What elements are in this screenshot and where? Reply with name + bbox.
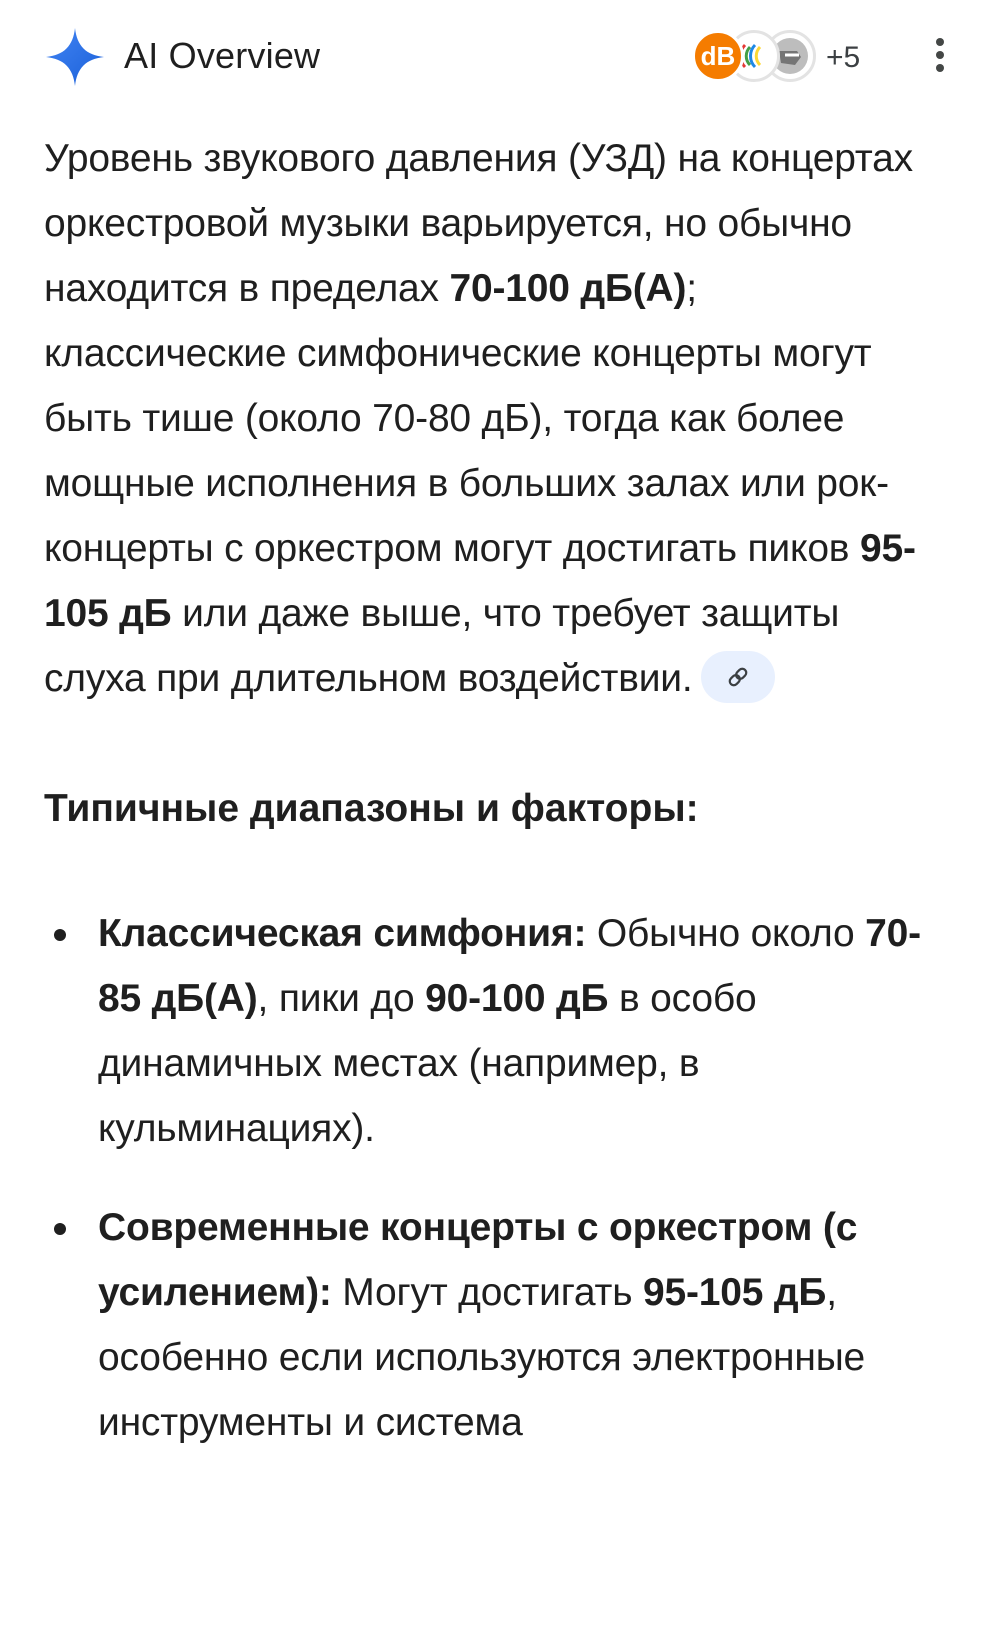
list-item-text: Современные концерты с оркестром (с усилением): Могут достигать 95-105 дБ, особенно если используются электронные инструменты и система [98, 1206, 866, 1444]
gemini-sparkle-icon [44, 26, 106, 88]
intro-paragraph: Уровень звукового давления (УЗД) на концертах оркестровой музыки варьируется, но обычно находится в пределах 70-100 дБ(А); классические симфонические концерты могут быть тише (около 70-80 дБ), тогда как более мощные исполнения в больших залах или рок-концерты с оркестром могут достигать пиков 95-105 дБ или даже выше, что требует защиты слуха при длительном воздействии. [44, 126, 944, 711]
ai-overview-title: AI Overview [124, 35, 321, 76]
more-sources-count[interactable]: +5 [826, 41, 861, 74]
bullet-icon [54, 929, 66, 941]
link-icon[interactable] [701, 651, 775, 703]
more-vert-icon[interactable] [928, 38, 952, 78]
list-item [44, 1195, 944, 1455]
overview-content [44, 126, 944, 1489]
section-heading: Типичные диапазоны и факторы: [44, 787, 699, 830]
source-avatars[interactable] [692, 30, 892, 86]
bullet-icon [54, 1223, 66, 1235]
db-site-icon[interactable]: dB [692, 30, 744, 82]
list-item-text: Классическая симфония: Обычно около 70-85 дБ(А), пики до 90-100 дБ в особо динамичных местах (например, в кульминациях). [98, 912, 921, 1150]
ai-overview-header [0, 0, 1008, 116]
list-item [44, 901, 944, 1161]
ranges-list [44, 901, 944, 1455]
